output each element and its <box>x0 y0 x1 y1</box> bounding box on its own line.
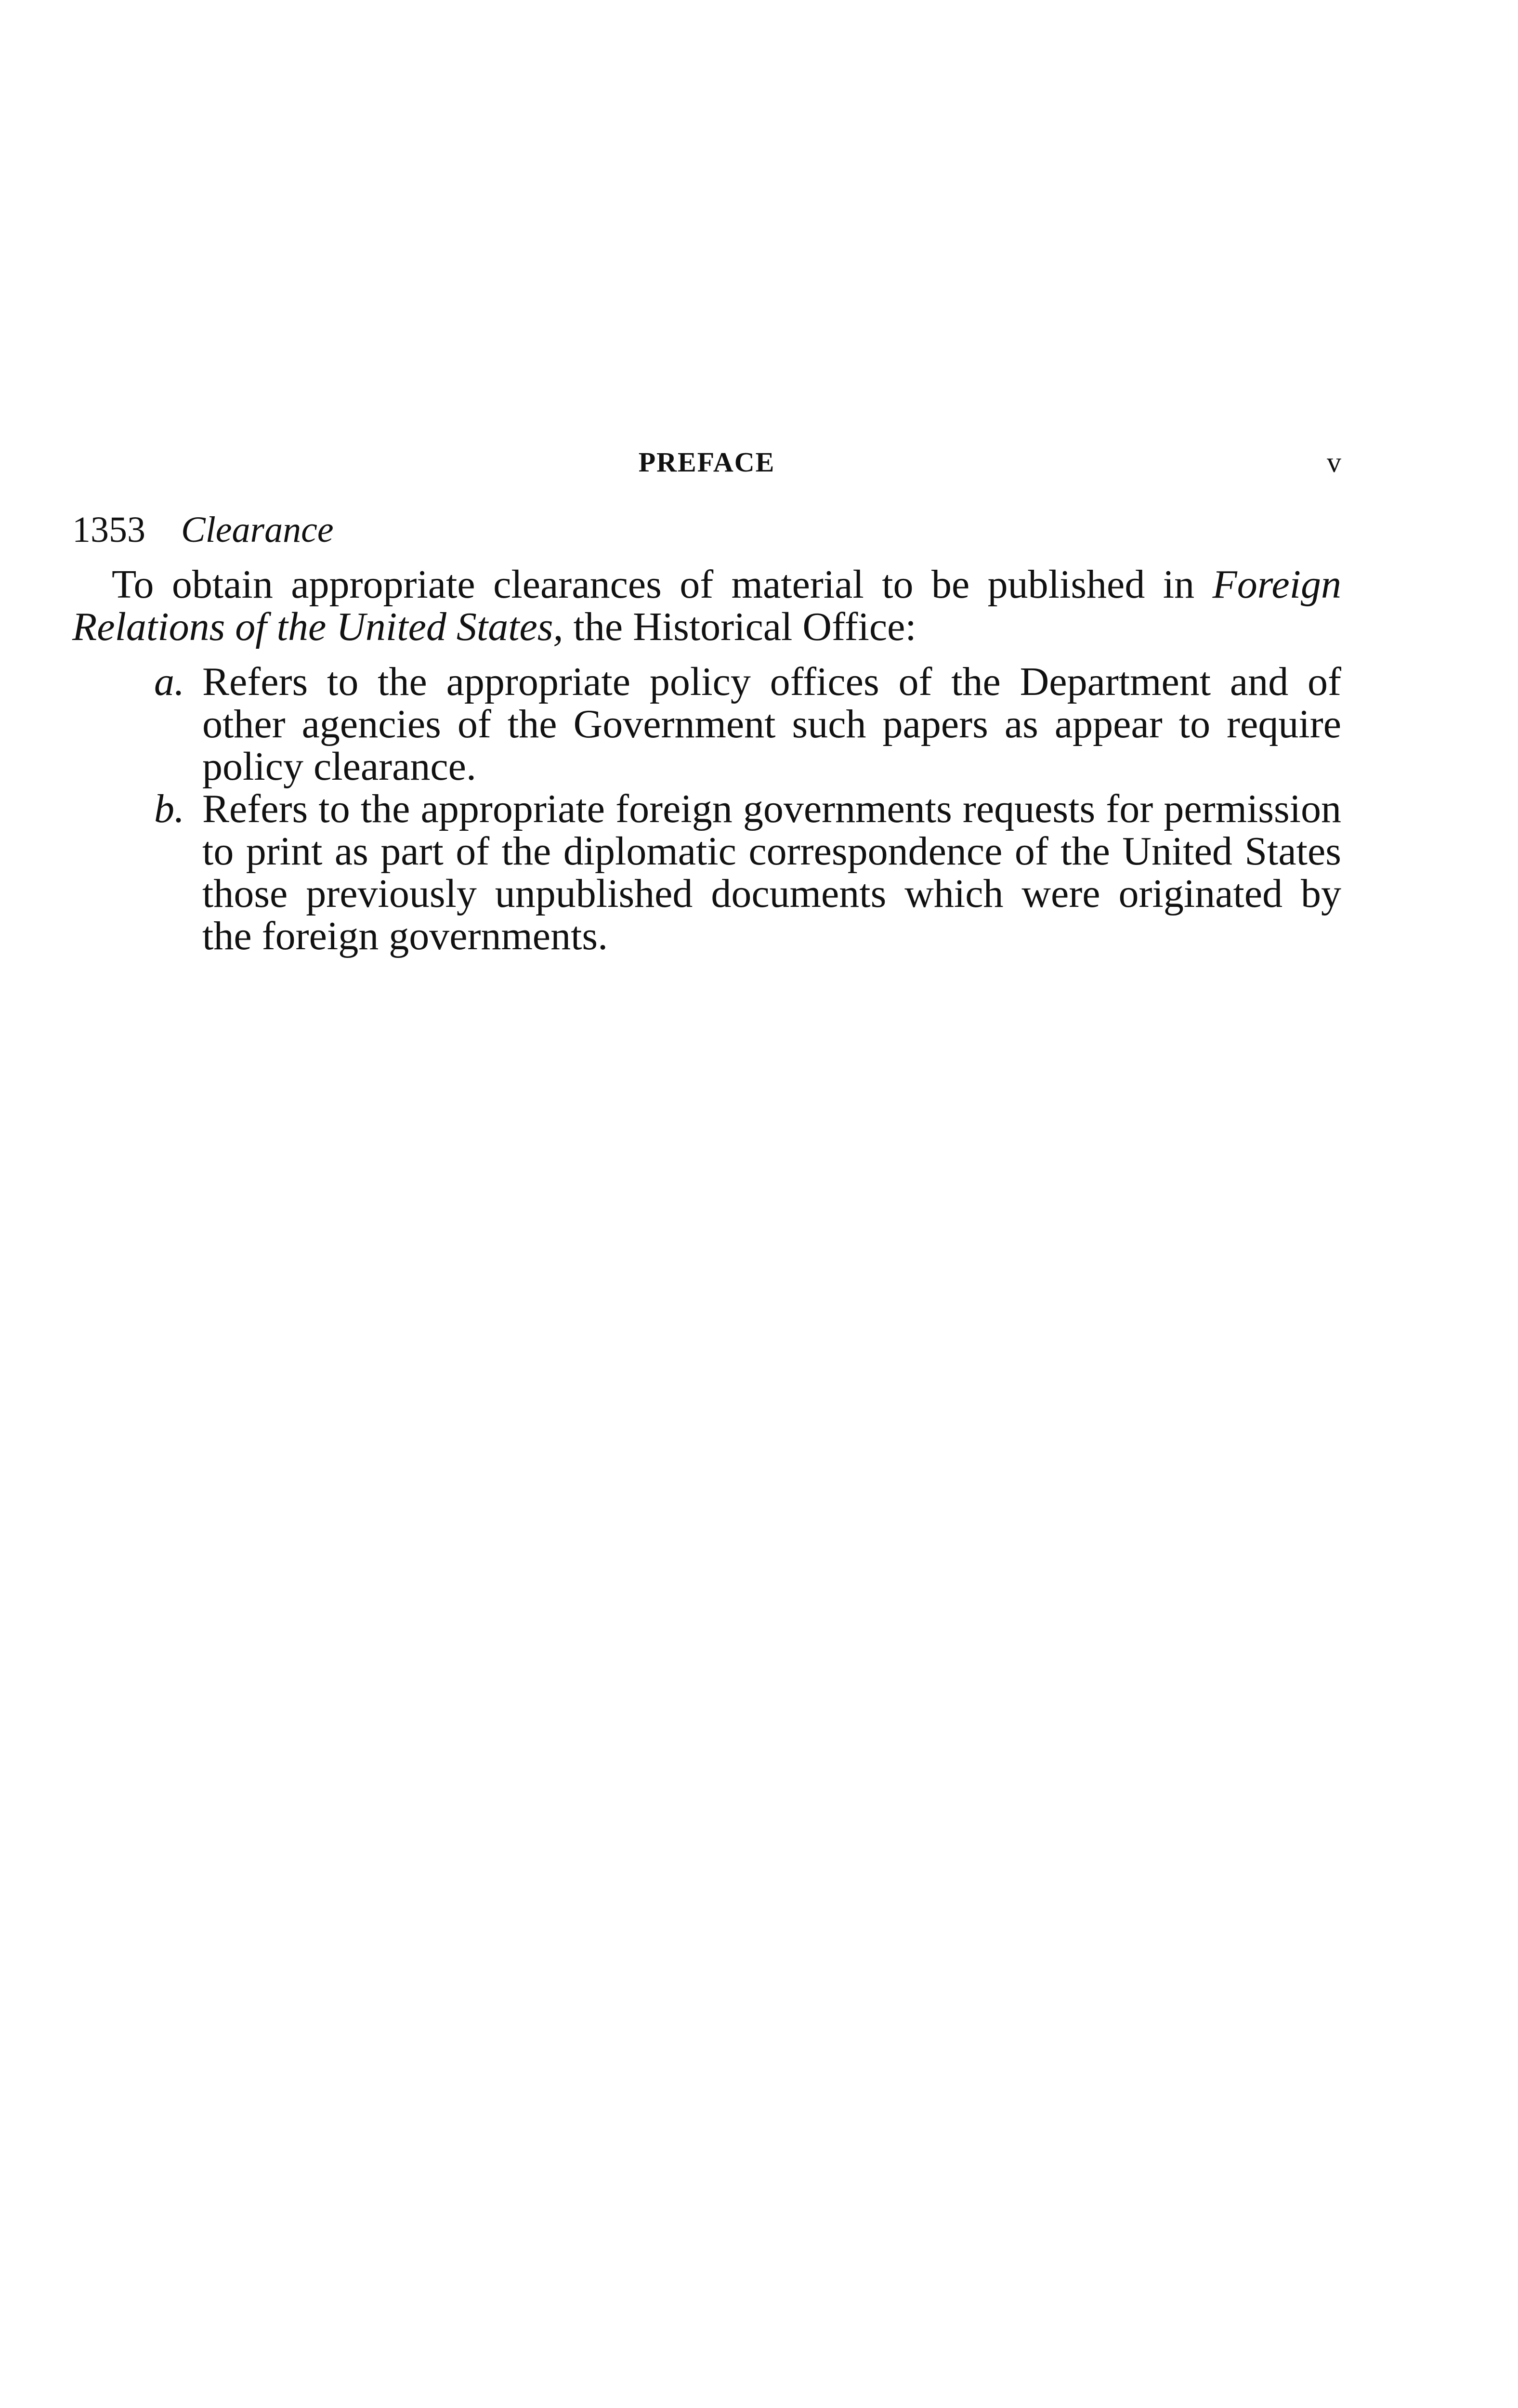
list-item-marker: b. <box>154 786 184 831</box>
list-item-marker: a. <box>154 659 184 704</box>
page-number: v <box>1327 446 1341 478</box>
intro-text-start: To obtain appropriate clearances of material to be published in <box>112 562 1195 607</box>
list-item-text: Refers to the appropriate policy offices of the Department and of other agencies of the Government such papers as appear to require policy clearance. <box>202 659 1341 789</box>
publication-title: Foreign Relations of the United States, <box>72 562 1342 649</box>
section-title: Clearance <box>181 510 334 550</box>
procedure-list <box>72 661 1341 957</box>
intro-text-end: the Historical Office: <box>573 604 916 649</box>
running-head <box>72 441 1341 484</box>
section-number: 1353 <box>72 510 145 550</box>
running-title: PREFACE <box>638 446 775 478</box>
list-item-text: Refers to the appropriate foreign governments requests for permission to print as part of the diplomatic correspondence of the United States those previously unpublished documents which were originated by the foreign governments. <box>202 786 1341 958</box>
list-item <box>154 786 1341 958</box>
intro-paragraph <box>72 563 1341 648</box>
section-body <box>72 563 1341 957</box>
list-item <box>154 659 1341 789</box>
section-heading <box>72 506 334 554</box>
